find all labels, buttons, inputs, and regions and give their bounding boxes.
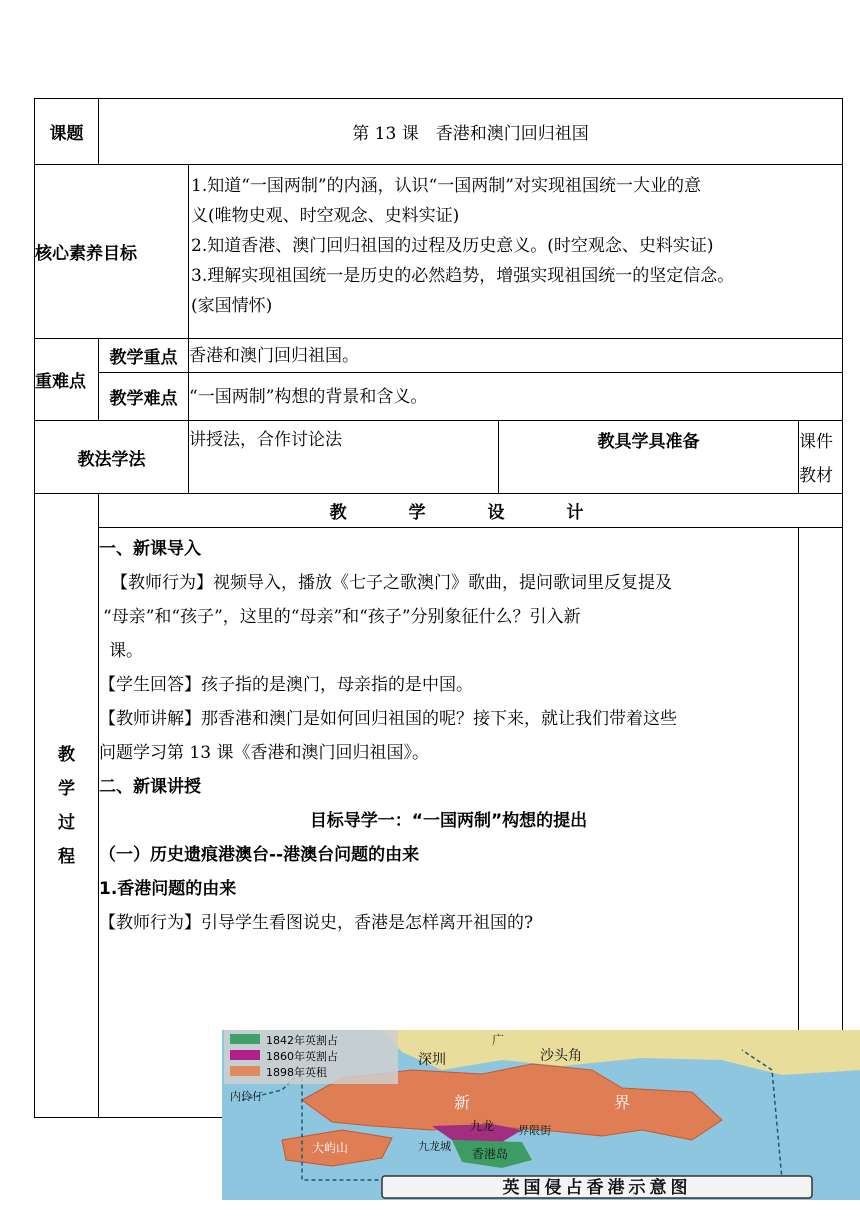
methods-value: 讲授法，合作讨论法 xyxy=(189,421,499,494)
legend-label: 1842年英割占 xyxy=(266,1034,338,1047)
focus-value: 香港和澳门回归祖国。 xyxy=(189,339,843,373)
process-char: 学 xyxy=(58,778,75,799)
process-label xyxy=(35,494,99,1118)
goal-line: 2.知道香港、澳门回归祖国的过程及历史意义。(时空观念、史料实证) xyxy=(191,236,714,256)
map-label: 内伶仃 xyxy=(230,1090,263,1103)
process-char: 教 xyxy=(58,744,75,765)
key-points-label: 重难点 xyxy=(35,339,99,421)
difficulty-value: “一国两制”构想的背景和含义。 xyxy=(189,373,843,421)
paragraph-line: 课。 xyxy=(109,641,143,661)
map-caption: 英国侵占香港示意图 xyxy=(502,1178,692,1198)
process-char: 程 xyxy=(58,846,75,867)
map-label: 沙头角 xyxy=(540,1048,582,1064)
sub-heading: （一）历史遗痕港澳台--港澳台问题的由来 xyxy=(99,845,420,865)
paragraph-line: 【教师行为】引导学生看图说史，香港是怎样离开祖国的? xyxy=(99,913,534,933)
design-title: 教 学 设 计 xyxy=(99,494,843,528)
paragraph-line: “母亲”和“孩子”，这里的“母亲”和“孩子”分别象征什么？引入新 xyxy=(103,607,581,627)
tools-label: 教具学具准备 xyxy=(499,421,799,494)
goal-line: 3.理解实现祖国统一是历史的必然趋势，增强实现祖国统一的坚定信念。 xyxy=(191,266,735,286)
goal-line: 义(唯物史观、时空观念、史料实证) xyxy=(191,206,460,226)
tools-value xyxy=(799,421,843,494)
map-label: 大屿山 xyxy=(312,1141,349,1155)
map-label: 广 xyxy=(492,1033,505,1047)
map-label: 深圳 xyxy=(418,1052,446,1068)
paragraph-line: 【教师讲解】那香港和澳门是如何回归祖国的呢？接下来，就让我们带着这些 xyxy=(99,709,677,729)
paragraph-line: 【学生回答】孩子指的是澳门，母亲指的是中国。 xyxy=(99,675,473,695)
goal-line: (家国情怀) xyxy=(191,296,273,316)
map-label: 界限街 xyxy=(518,1124,551,1137)
section-heading: 二、新课讲授 xyxy=(99,777,201,797)
map-label: 香港岛 xyxy=(472,1147,509,1161)
lesson-plan-table xyxy=(34,98,843,1118)
legend-swatch xyxy=(230,1034,260,1044)
goal-line: 1.知道“一国两制”的内涵，认识“一国两制”对实现祖国统一大业的意 xyxy=(191,176,701,196)
legend-swatch xyxy=(230,1050,260,1060)
goals-content xyxy=(189,165,843,339)
legend-label: 1860年英割占 xyxy=(266,1050,338,1063)
focus-label: 教学重点 xyxy=(99,339,189,373)
paragraph-line: 问题学习第 13 课《香港和澳门回归祖国》。 xyxy=(99,743,429,763)
section-heading: 一、新课导入 xyxy=(99,539,201,559)
process-side-cell xyxy=(799,528,843,1118)
process-char: 过 xyxy=(58,812,75,833)
map-label: 新 xyxy=(454,1093,471,1112)
legend-swatch xyxy=(230,1066,260,1076)
topic-label: 课题 xyxy=(35,99,99,165)
tools-item: 教材 xyxy=(799,466,833,486)
map-label: 九龙城 xyxy=(418,1140,451,1153)
map-label: 九龙 xyxy=(470,1119,495,1133)
tools-item: 课件 xyxy=(799,432,833,452)
methods-label: 教法学法 xyxy=(35,421,189,494)
hong-kong-map xyxy=(222,1030,860,1200)
goal-heading: 目标导学一：“一国两制”构想的提出 xyxy=(309,811,588,831)
map-label: 界 xyxy=(614,1093,631,1112)
sub-heading: 1.香港问题的由来 xyxy=(99,879,237,899)
difficulty-label: 教学难点 xyxy=(99,373,189,421)
process-content xyxy=(99,528,799,1118)
paragraph-line: 【教师行为】视频导入，播放《七子之歌澳门》歌曲，提问歌词里反复提及 xyxy=(111,573,672,593)
lesson-title: 第 13 课 香港和澳门回归祖国 xyxy=(99,99,843,165)
legend-label: 1898年英租 xyxy=(266,1066,327,1079)
goals-label: 核心素养目标 xyxy=(35,165,189,339)
map-illustration xyxy=(222,1030,860,1200)
